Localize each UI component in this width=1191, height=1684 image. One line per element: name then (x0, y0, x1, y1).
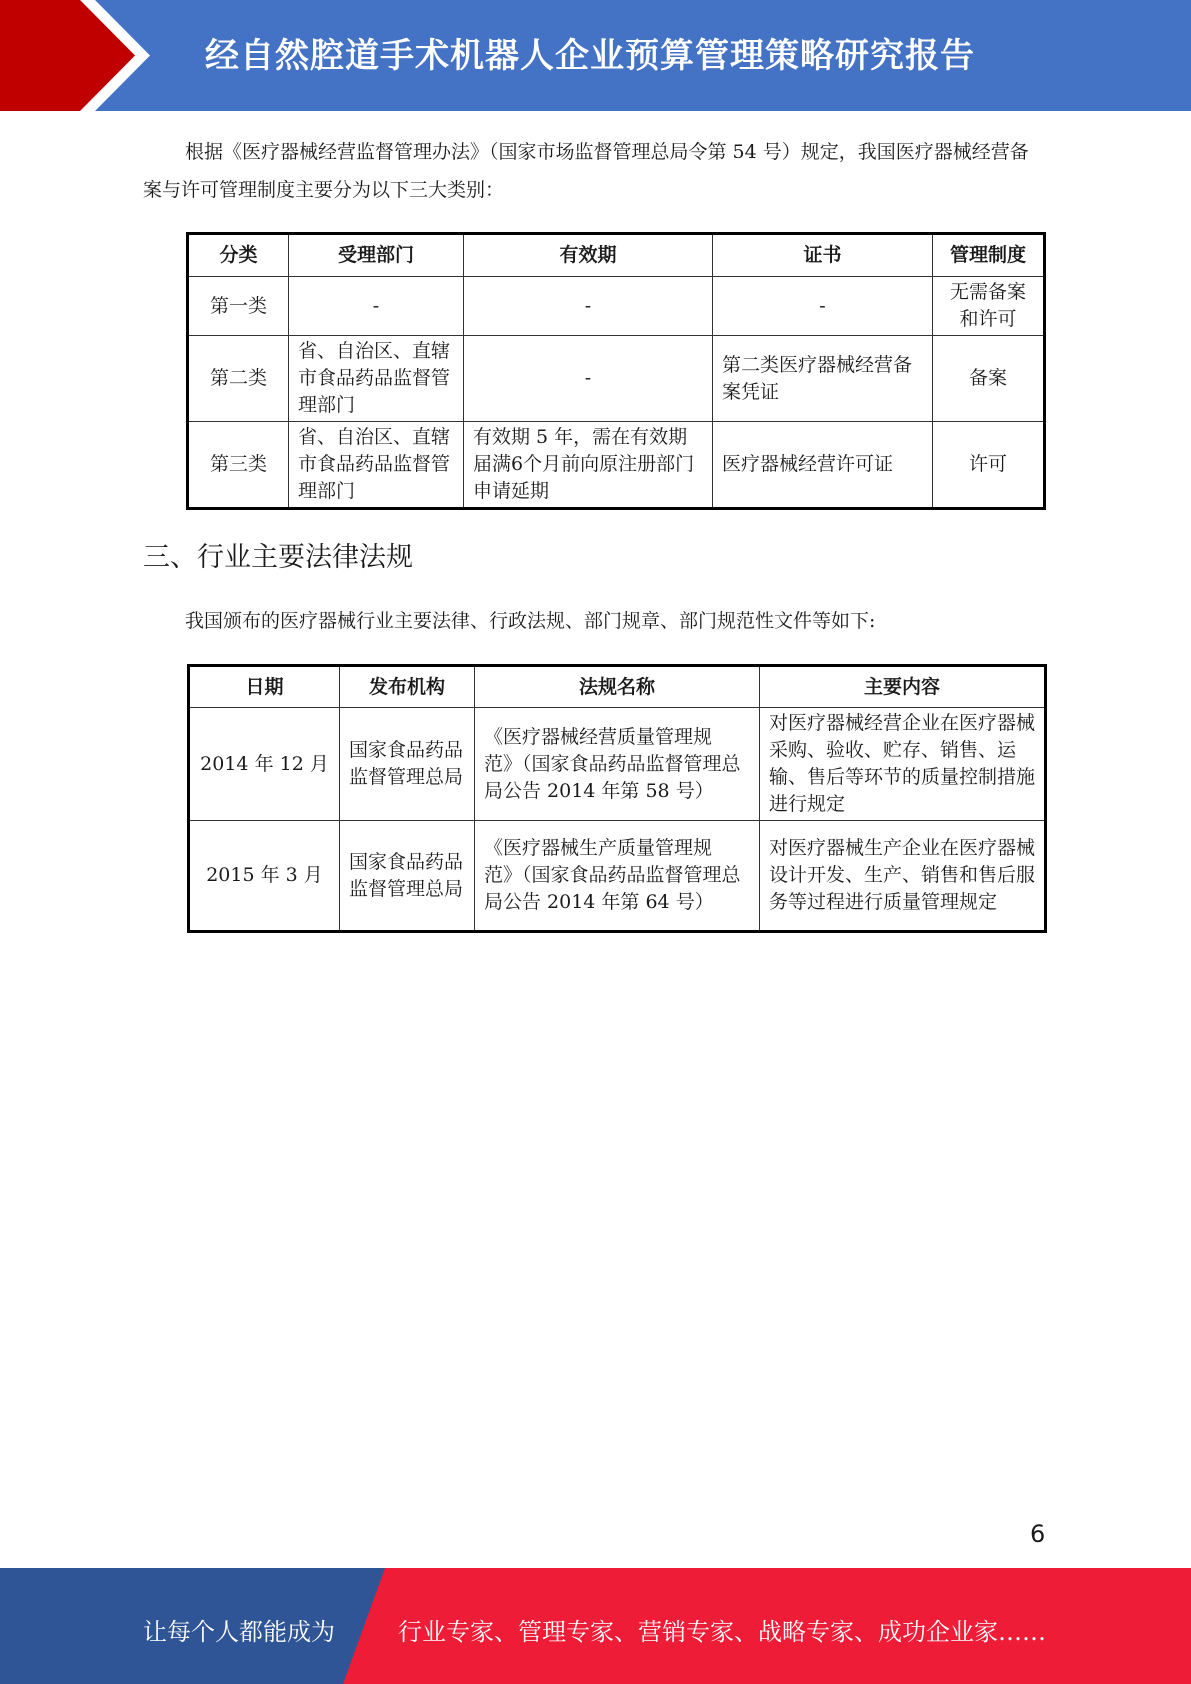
table-cell: 对医疗器械生产企业在医疗器械设计开发、生产、销售和售后服务等过程进行质量管理规定 (760, 821, 1046, 932)
table-cell: 第一类 (188, 277, 289, 336)
table-cell: 对医疗器械经营企业在医疗器械采购、验收、贮存、销售、运输、售后等环节的质量控制措施进行规定 (760, 708, 1046, 821)
column-header: 证书 (713, 234, 933, 277)
table-header-row (188, 234, 1045, 277)
table-cell: 国家食品药品监督管理总局 (340, 708, 475, 821)
laws-intro-paragraph: 我国颁布的医疗器械行业主要法律、行政法规、部门规章、部门规范性文件等如下: (185, 610, 876, 632)
regulations-table (187, 664, 1047, 933)
header-banner (0, 0, 1191, 111)
column-header: 主要内容 (760, 666, 1046, 708)
table-row (189, 708, 1046, 821)
table-row (188, 277, 1045, 336)
column-header: 管理制度 (933, 234, 1045, 277)
table-cell: 第三类 (188, 422, 289, 509)
table-cell: 第二类 (188, 336, 289, 422)
column-header: 法规名称 (475, 666, 760, 708)
table-row (188, 336, 1045, 422)
table-header-row (189, 666, 1046, 708)
section-heading: 三、行业主要法律法规 (143, 542, 413, 573)
intro-paragraph: 根据《医疗器械经营监督管理办法》（国家市场监督管理总局令第 54 号）规定，我国医疗器械经营备案与许可管理制度主要分为以下三大类别： (143, 141, 1029, 201)
license-category-table (186, 232, 1046, 510)
table-cell: - (289, 277, 464, 336)
table-cell: 国家食品药品监督管理总局 (340, 821, 475, 932)
column-header: 发布机构 (340, 666, 475, 708)
table-cell: - (464, 336, 713, 422)
table-cell: 第二类医疗器械经营备案凭证 (713, 336, 933, 422)
table-cell: 有效期 5 年，需在有效期届满6个月前向原注册部门申请延期 (464, 422, 713, 509)
table-cell: 备案 (933, 336, 1045, 422)
table-cell: - (713, 277, 933, 336)
footer-slogan-right: 行业专家、管理专家、营销专家、战略专家、成功企业家…… (398, 1618, 1046, 1646)
table-row (188, 422, 1045, 509)
table-row (189, 821, 1046, 932)
table-cell: 2015 年 3 月 (189, 821, 340, 932)
table-cell: 省、自治区、直辖市食品药品监督管理部门 (289, 336, 464, 422)
column-header: 日期 (189, 666, 340, 708)
page-number: 6 (1030, 1520, 1046, 1548)
column-header: 受理部门 (289, 234, 464, 277)
table-cell: 无需备案和许可 (933, 277, 1045, 336)
table-cell: 医疗器械经营许可证 (713, 422, 933, 509)
table-cell: 《医疗器械经营质量管理规范》（国家食品药品监督管理总局公告 2014 年第 58 号） (475, 708, 760, 821)
footer-slogan-left: 让每个人都能成为 (143, 1618, 335, 1646)
table-cell: 2014 年 12 月 (189, 708, 340, 821)
report-title: 经自然腔道手术机器人企业预算管理策略研究报告 (205, 36, 975, 76)
table-cell: 省、自治区、直辖市食品药品监督管理部门 (289, 422, 464, 509)
column-header: 有效期 (464, 234, 713, 277)
table-cell: 许可 (933, 422, 1045, 509)
table-cell: 《医疗器械生产质量管理规范》（国家食品药品监督管理总局公告 2014 年第 64 号） (475, 821, 760, 932)
red-chevron-decoration (0, 0, 160, 111)
table-cell: - (464, 277, 713, 336)
column-header: 分类 (188, 234, 289, 277)
